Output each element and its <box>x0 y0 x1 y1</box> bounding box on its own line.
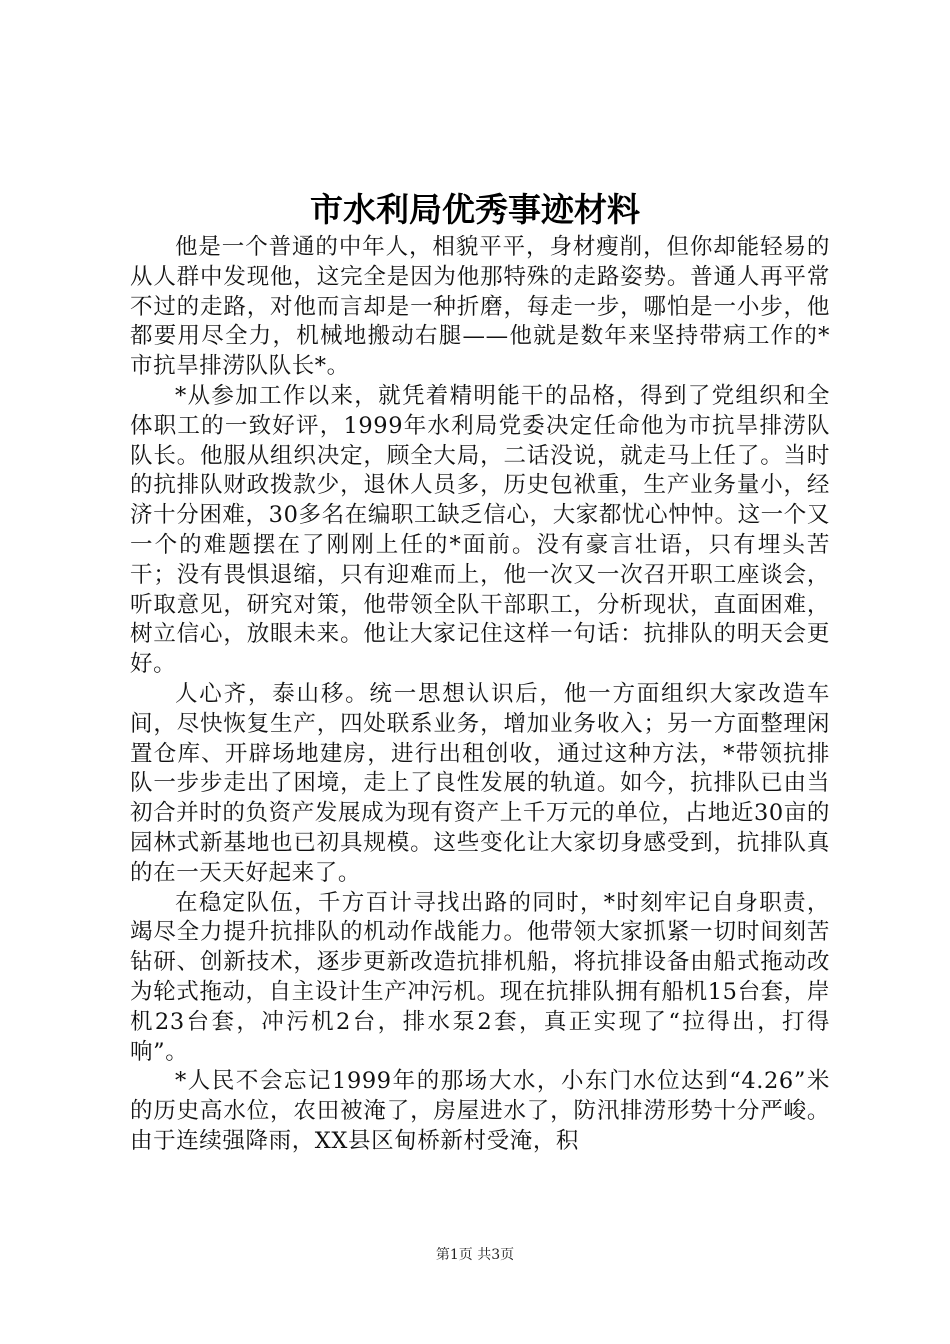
page-number: 第1页 共3页 <box>435 1247 515 1263</box>
paragraph: 他是一个普通的中年人，相貌平平，身材瘦削，但你却能轻易的从人群中发现他，这完全是因为他那特殊的走路姿势。普通人再平常不过的走路，对他而言却是一种折磨，每走一步，哪怕是一小步，他都要用尽全力，机械地搬动右腿——他就是数年来坚持带病工作的*市抗旱排涝队队长*。 <box>130 234 830 380</box>
paragraph: *从参加工作以来，就凭着精明能干的品格，得到了党组织和全体职工的一致好评，1999年水利局党委决定任命他为市抗旱排涝队队长。他服从组织决定，顾全大局，二话没说，就走马上任了。当时的抗排队财政拨款少，退休人员多，历史包袱重，生产业务量小，经济十分困难，30多名在编职工缺乏信心，大家都忧心忡忡。这一个又一个的难题摆在了刚刚上任的*面前。没有豪言壮语，只有埋头苦干；没有畏惧退缩，只有迎难而上，他一次又一次召开职工座谈会，听取意见，研究对策，他带领全队干部职工，分析现状，直面困难，树立信心，放眼未来。他让大家记住这样一句话：抗排队的明天会更好。 <box>130 382 830 678</box>
paragraph: 在稳定队伍，千方百计寻找出路的同时，*时刻牢记自身职责，竭尽全力提升抗排队的机动作战能力。他带领大家抓紧一切时间刻苦钻研、创新技术，逐步更新改造抗排机船，将抗排设备由船式拖动改为轮式拖动，自主设计生产冲污机。现在抗排队拥有船机15台套，岸机23台套，冲污机2台，排水泵2套，真正实现了“拉得出，打得响”。 <box>130 889 830 1065</box>
paragraph: 人心齐，泰山移。统一思想认识后，他一方面组织大家改造车间，尽快恢复生产，四处联系业务，增加业务收入；另一方面整理闲置仓库、开辟场地建房，进行出租创收，通过这种方法，*带领抗排队一步步走出了困境，走上了良性发展的轨道。如今，抗排队已由当初合并时的负资产发展成为现有资产上千万元的单位，占地近30亩的园林式新基地也已初具规模。这些变化让大家切身感受到，抗排队真的在一天天好起来了。 <box>130 680 830 886</box>
document-body <box>130 233 830 1157</box>
paragraph: *人民不会忘记1999年的那场大水，小东门水位达到“4.26”米的历史高水位，农田被淹了，房屋进水了，防汛排涝形势十分严峻。由于连续强降雨，XX县区甸桥新村受淹，积 <box>130 1068 830 1154</box>
page-title: 市水利局优秀事迹材料 <box>310 190 640 229</box>
